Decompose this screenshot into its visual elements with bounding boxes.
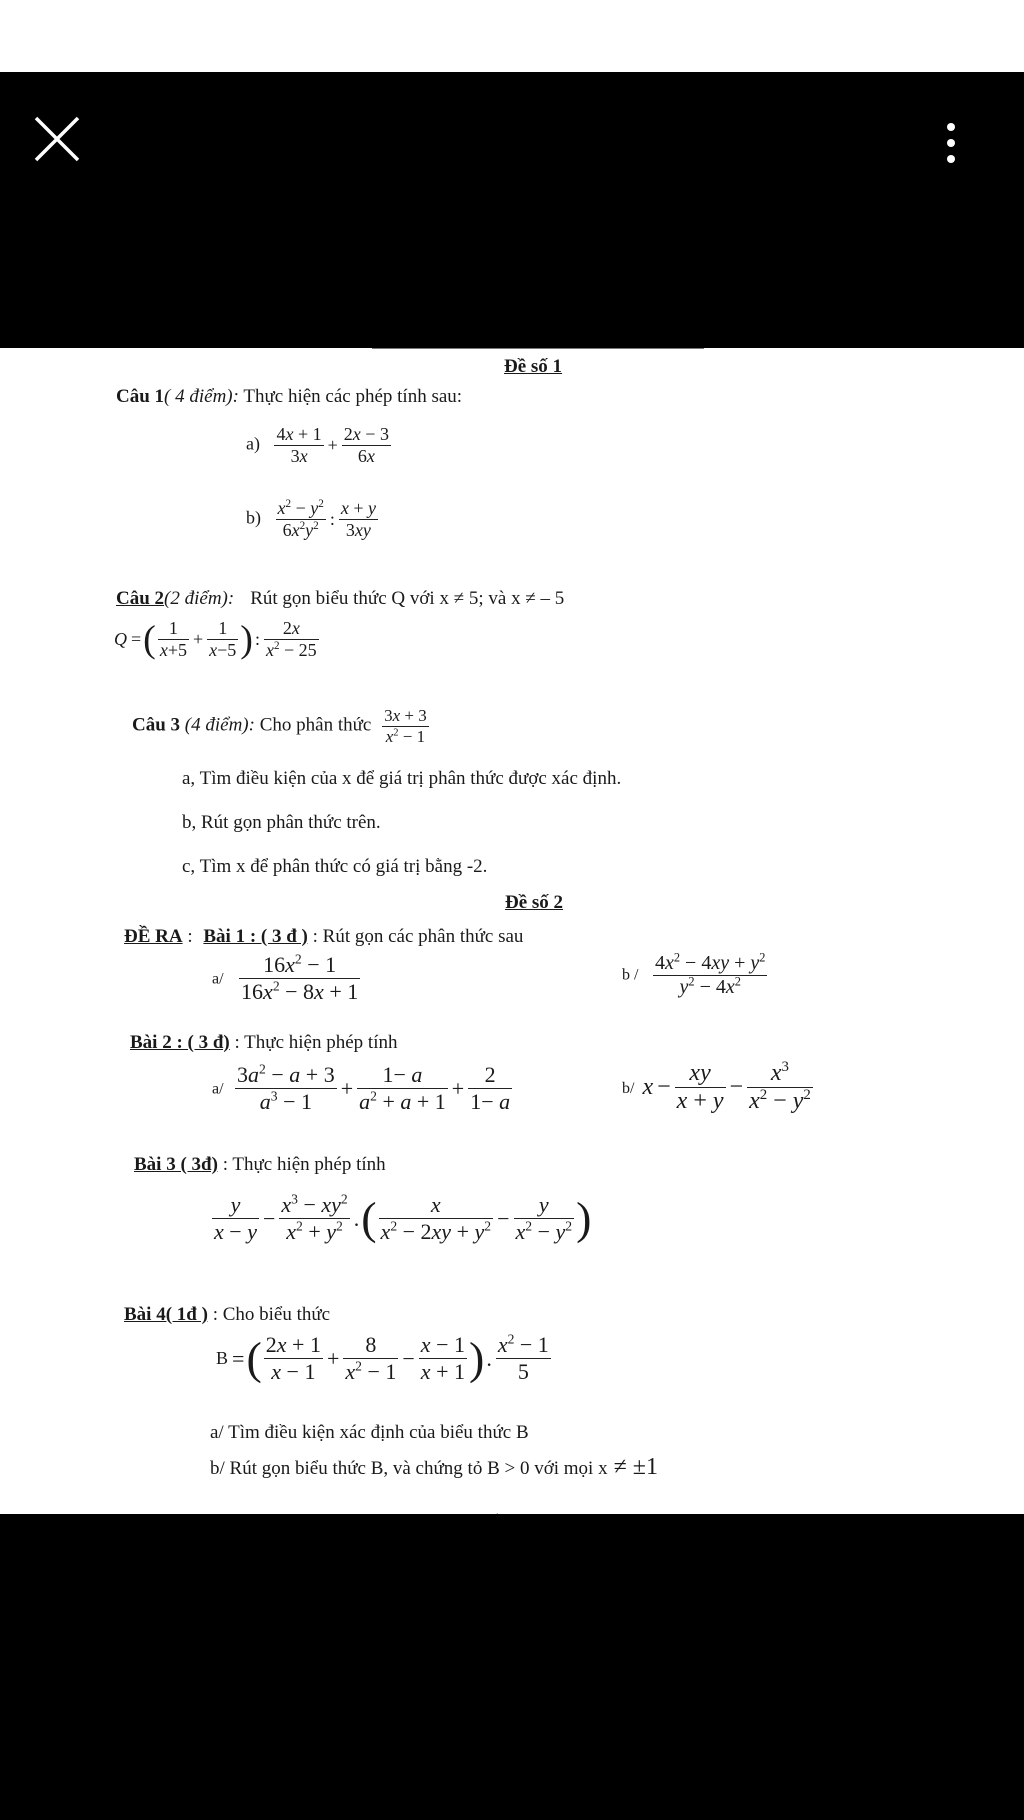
- cau3-b: b, Rút gọn phân thức trên.: [182, 812, 381, 833]
- separator: :: [182, 926, 198, 947]
- bai1-b-label: b /: [622, 966, 639, 984]
- cau1-text: Thực hiện các phép tính sau:: [238, 386, 463, 407]
- divider: [372, 348, 704, 349]
- bai3-expression: $\frac{y}{x - y}$ − $\frac{x^3 - xy^2}{x^2 + y^2}$ .( $\frac{x}{x^2 - 2xy + y^2}$ − $\frac{y}{x^2 - y^2}$ ): [214, 1191, 592, 1244]
- bai2-a-label: a/: [212, 1080, 224, 1098]
- more-vertical-icon[interactable]: [936, 118, 966, 168]
- bai4-b: [210, 1454, 658, 1482]
- bai3-label: Bài 3 ( 3đ): [134, 1154, 218, 1175]
- cau1-b-expression: b) $\frac{x^2 - y^2}{6x^2y^2}$ : $\frac{x + y}{3xy}$: [246, 498, 376, 540]
- bai4-text: : Cho biểu thức: [207, 1304, 331, 1325]
- cau1-b-label: b): [246, 507, 261, 528]
- bai2-heading: [130, 1032, 397, 1054]
- bai2-text: : Thực hiện phép tính: [229, 1032, 398, 1053]
- bai1-b-expression: b / $\frac{4x^2 - 4xy + y^2}{y^2 - 4x^2}$: [622, 950, 766, 998]
- bai4-a: a/ Tìm điều kiện xác định của biểu thức B: [210, 1422, 529, 1443]
- document-page: [0, 348, 1024, 1514]
- bai4-label: Bài 4( 1đ ): [124, 1304, 208, 1325]
- bai4-b-text: b/ Rút gọn biểu thức B, và chứng tỏ B > 0 với mọi x: [210, 1458, 608, 1479]
- cau1-label: Câu 1: [116, 386, 165, 407]
- cau1-heading: [116, 386, 462, 408]
- cau3-label: Câu 3: [132, 714, 181, 736]
- cau2-expression: Q =( $\frac{1}{x+5}$ + $\frac{1}{x-5}$ ) : $\frac{2x}{x^2 - 25}$: [114, 618, 317, 661]
- cau3-points: (4 điểm):: [180, 714, 255, 736]
- bai2-b-label: b/: [622, 1080, 635, 1098]
- bai2-b-expression: b/ x − $\frac{xy}{x + y}$ − $\frac{x^3}{x^2 - y^2}$: [622, 1059, 811, 1114]
- bai1-a-label: a/: [212, 970, 224, 988]
- cau2-text: Rút gọn biểu thức Q với x ≠ 5; và x ≠ – 5: [250, 588, 565, 609]
- bai2-label: Bài 2 : ( 3 đ): [130, 1032, 230, 1053]
- status-area: [0, 0, 1024, 72]
- de-ra-label: ĐỀ RA: [124, 926, 183, 947]
- bai1-a-expression: a/ $\frac{16x^2 - 1}{16x^2 - 8x + 1}$: [212, 951, 359, 1004]
- bai2-a-expression: a/ $\frac{3a^2 - a + 3}{a^3 - 1}$ + $\frac{1- a}{a^2 + a + 1}$ + $\frac{2}{1- a}$: [212, 1061, 511, 1114]
- close-icon[interactable]: [30, 112, 84, 166]
- cau2-label: Câu 2: [116, 588, 165, 609]
- bai1-heading: [124, 926, 523, 948]
- cau3-c: c, Tìm x để phân thức có giá trị bằng -2.: [182, 856, 488, 877]
- bai4-b-condition: ≠ ±1: [607, 1454, 658, 1480]
- bai4-expression: B =( $\frac{2x + 1}{x - 1}$ + $\frac{8}{x^2 - 1}$ − $\frac{x - 1}{x + 1}$ ). $\frac{x^2 - 1}{5}$: [216, 1331, 549, 1384]
- de1-title: Đề số 1: [504, 356, 563, 377]
- de2-title: Đề số 2: [505, 892, 564, 913]
- cau3-a: a, Tìm điều kiện của x để giá trị phân thức được xác định.: [182, 768, 622, 789]
- bai3-text: : Thực hiện phép tính: [217, 1154, 386, 1175]
- cau1-points: ( 4 điểm):: [164, 386, 239, 407]
- viewer-toolbar: [0, 72, 1024, 348]
- cau2-points: (2 điểm):: [164, 588, 235, 609]
- viewer-bottom-area: [0, 1514, 1024, 1820]
- bai4-heading: [124, 1304, 330, 1326]
- bai3-heading: [134, 1154, 386, 1176]
- cau1-a-expression: a) $\frac{4x + 1}{3x}$ + $\frac{2x - 3}{6x}$: [246, 424, 389, 466]
- cau3-text: Cho phân thức: [254, 714, 372, 736]
- cau3-heading: Câu 3 (4 điểm): Cho phân thức $\frac{3x + 3}{x^2 - 1}$: [132, 706, 427, 746]
- cau1-a-label: a): [246, 433, 260, 454]
- bai1-label: Bài 1 : ( 3 đ ): [203, 926, 308, 947]
- bai1-text: : Rút gọn các phân thức sau: [307, 926, 524, 947]
- cau2-heading: [116, 588, 564, 610]
